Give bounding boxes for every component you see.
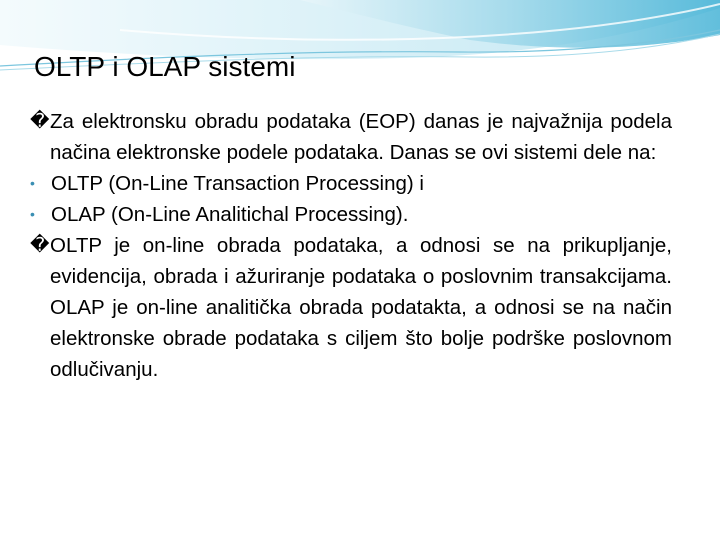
list-item-text: OLAP (On-Line Analitichal Processing). bbox=[51, 203, 409, 226]
paragraph-text: Za elektronsku obradu podataka (EOP) danas je najvažnija podela načina elektronske podele podataka. Danas se ovi sistemi dele na: bbox=[50, 110, 672, 164]
list-item-oltp bbox=[30, 168, 672, 199]
bullet-dot-icon: • bbox=[30, 175, 35, 191]
bullet-dot-icon: • bbox=[30, 206, 35, 222]
slide-body bbox=[30, 106, 672, 385]
slide-title: OLTP i OLAP sistemi bbox=[34, 51, 296, 82]
paragraph-marker-icon: � bbox=[30, 235, 50, 256]
list-item-olap bbox=[30, 199, 672, 230]
paragraph-marker-icon: � bbox=[30, 111, 50, 132]
paragraph-eop bbox=[30, 106, 672, 168]
paragraph-oltp-olap bbox=[30, 230, 672, 385]
paragraph-text: OLTP je on-line obrada podataka, a odnosi se na prikupljanje, evidencija, obrada i ažuriranje podataka o poslovnim transakcijama. OLAP je on-line analitička obrada podatakta, a odnosi se na način elektronske obrade podataka s ciljem što bolje podrške poslovnom odlučivanju. bbox=[50, 234, 672, 381]
list-item-text: OLTP (On-Line Transaction Processing) i bbox=[51, 172, 424, 195]
